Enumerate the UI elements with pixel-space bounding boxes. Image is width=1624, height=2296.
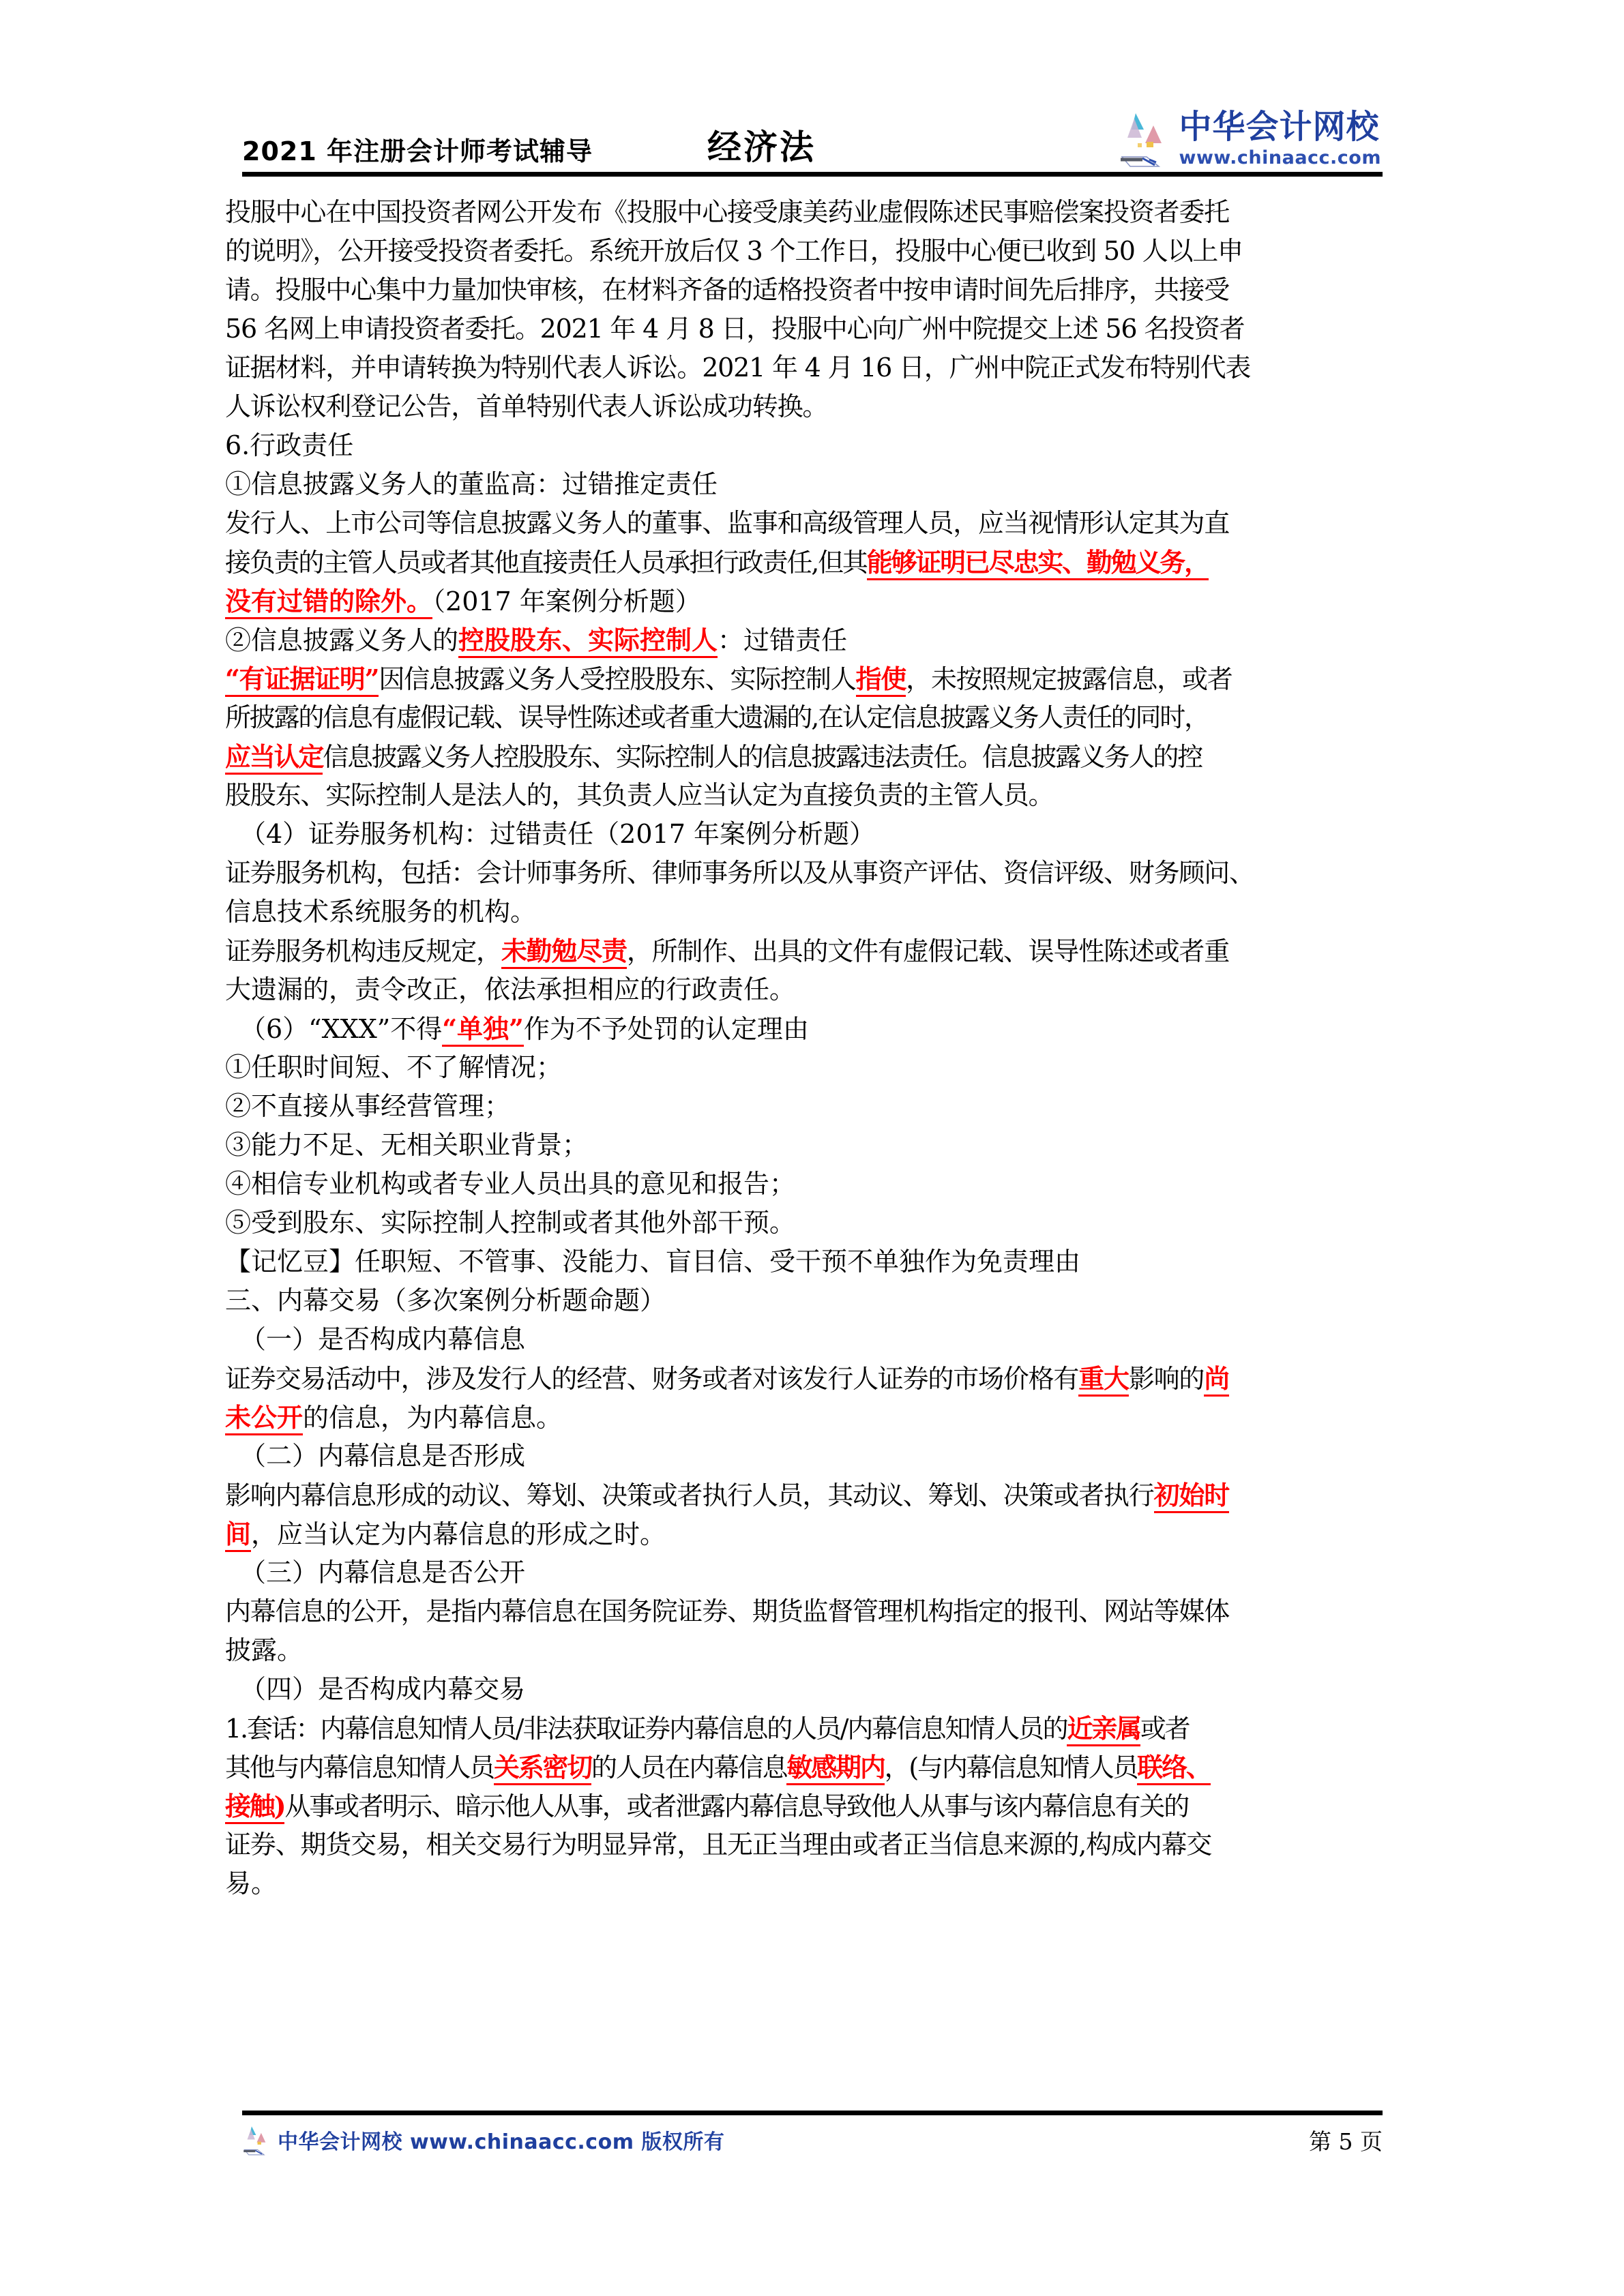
highlight-text: 间 <box>225 1519 251 1552</box>
body-line: 发行人、上市公司等信息披露义务人的董事、监事和高级管理人员，应当视情形认定其为直 <box>225 508 1230 538</box>
highlight-text: 尚 <box>1204 1363 1229 1397</box>
body-text: ，(与内幕信息知情人员 <box>884 1753 1138 1783</box>
header-subject-title: 经济法 <box>707 127 816 167</box>
body-line: 披露。 <box>225 1635 304 1665</box>
page-footer <box>242 2119 1383 2160</box>
page-number: 第 5 页 <box>1309 2128 1383 2155</box>
body-text: 的信息，为内幕信息。 <box>303 1403 563 1433</box>
body-text: 影响的 <box>1128 1364 1205 1394</box>
body-line <box>225 582 1398 621</box>
highlight-text: 没有过错的除外。 <box>225 586 432 619</box>
body-text: 从事或者明示、暗示他人从事，或者泄露内幕信息导致他人从事与该内幕信息有关的 <box>284 1791 1188 1821</box>
highlight-text: 接触) <box>225 1791 284 1824</box>
subsection-heading: （三）内幕信息是否公开 <box>240 1557 526 1587</box>
body-line <box>225 1476 1398 1515</box>
highlight-text: 控股股东、实际控制人 <box>458 625 718 658</box>
document-body <box>225 193 1398 1903</box>
highlight-text: “单独” <box>442 1013 524 1047</box>
body-line: 大遗漏的，责令改正，依法承担相应的行政责任。 <box>225 974 796 1004</box>
body-line: 证券、期货交易，相关交易行为明显异常，且无正当理由或者正当信息来源的,构成内幕交 <box>225 1830 1212 1860</box>
body-text: ②信息披露义务人的 <box>225 625 459 655</box>
body-text: 1.套话：内幕信息知情人员/非法获取证券内幕信息的人员/内幕信息知情人员的 <box>225 1714 1067 1744</box>
highlight-text: 未勤勉尽责 <box>501 936 627 969</box>
subsection-heading: （一）是否构成内幕信息 <box>240 1324 526 1354</box>
body-line: 易。 <box>225 1868 278 1898</box>
highlight-text: 联络、 <box>1137 1752 1210 1785</box>
body-line <box>225 1787 1398 1825</box>
body-line: 内幕信息的公开，是指内幕信息在国务院证券、期货监督管理机构指定的报刊、网站等媒体 <box>225 1596 1230 1626</box>
body-line: 的说明》，公开接受投资者委托。系统开放后仅 3 个工作日，投服中心便已收到 50 人以上申 <box>225 236 1243 266</box>
highlight-text: 应当认定 <box>225 741 323 775</box>
body-text: 因信息披露义务人受控股股东、实际控制人 <box>379 664 856 694</box>
subsection-heading: （四）是否构成内幕交易 <box>240 1674 526 1704</box>
chinaacc-pen-logo-icon <box>1119 109 1172 168</box>
brand-logo <box>1119 109 1381 170</box>
body-text: ，所制作、出具的文件有虚假记载、误导性陈述或者重 <box>626 936 1230 966</box>
list-item: ⑤受到股东、实际控制人控制或者其他外部干预。 <box>225 1208 796 1238</box>
body-line <box>225 1748 1398 1787</box>
highlight-text: 敏感期内 <box>786 1752 884 1785</box>
body-line: 证据材料，并申请转换为特别代表人诉讼。2021 年 4 月 16 日，广州中院正式发布特别代表 <box>225 353 1251 383</box>
footer-divider <box>242 2111 1383 2115</box>
body-text: 影响内幕信息形成的动议、筹划、决策或者执行人员，其动议、筹划、决策或者执行 <box>225 1480 1154 1510</box>
body-text: 证券服务机构违反规定， <box>225 936 501 966</box>
highlight-text: 重大 <box>1078 1363 1129 1397</box>
list-item: ④相信专业机构或者专业人员出具的意见和报告； <box>225 1169 796 1199</box>
brand-url: www.chinaacc.com <box>1179 147 1381 168</box>
body-text: ，应当认定为内幕信息的形成之时。 <box>251 1519 666 1549</box>
chinaacc-pen-logo-icon <box>242 2124 272 2156</box>
list-item: ①任职时间短、不了解情况； <box>225 1052 563 1082</box>
brand-name: 中华会计网校 <box>1179 107 1380 146</box>
header-divider <box>242 172 1383 177</box>
body-line: 投服中心在中国投资者网公开发布《投服中心接受康美药业虚假陈述民事赔偿案投资者委托 <box>225 197 1230 227</box>
body-text: ：过错责任 <box>718 625 848 655</box>
highlight-text: “有证据证明” <box>225 664 379 697</box>
body-line <box>225 737 1398 776</box>
list-item: ③能力不足、无相关职业背景； <box>225 1130 589 1160</box>
body-text: 信息披露义务人控股股东、实际控制人的信息披露违法责任。信息披露义务人的控 <box>323 742 1202 772</box>
body-line <box>225 1359 1398 1398</box>
footer-copyright: 中华会计网校 www.chinaacc.com 版权所有 <box>278 2130 725 2154</box>
body-text: ，未按照规定披露信息，或者 <box>906 664 1232 694</box>
body-text: （2017 年案例分析题） <box>432 586 701 616</box>
body-text: 或者 <box>1140 1714 1190 1744</box>
body-line <box>225 543 1398 582</box>
highlight-text: 初始时 <box>1154 1480 1229 1513</box>
body-line: 股股东、实际控制人是法人的，其负责人应当认定为直接负责的主管人员。 <box>225 780 1054 810</box>
body-line: 人诉讼权利登记公告，首单特别代表人诉讼成功转换。 <box>225 391 828 421</box>
body-line: 信息技术系统服务的机构。 <box>225 897 537 927</box>
body-line <box>225 931 1398 970</box>
section-heading-administrative-liability: 6.行政责任 <box>225 430 354 460</box>
memory-tip: 【记忆豆】任职短、不管事、没能力、盲目信、受干预不单独作为免责理由 <box>225 1247 1081 1277</box>
body-line: ①信息披露义务人的董监高：过错推定责任 <box>225 469 718 499</box>
section-heading-insider-trading: 三、内幕交易（多次案例分析题命题） <box>225 1285 666 1315</box>
header-course-title: 2021 年注册会计师考试辅导 <box>242 136 593 166</box>
body-text: 证券交易活动中，涉及发行人的经营、财务或者对该发行人证券的市场价格有 <box>225 1364 1079 1394</box>
body-text: 其他与内幕信息知情人员 <box>225 1753 494 1783</box>
body-text: 接负责的主管人员或者其他直接责任人员承担行政责任,但其 <box>225 548 867 578</box>
body-line: 所披露的信息有虚假记载、误导性陈述或者重大遗漏的,在认定信息披露义务人责任的同时， <box>225 702 1209 732</box>
list-item: ②不直接从事经营管理； <box>225 1091 511 1121</box>
body-line <box>225 1398 1398 1437</box>
highlight-text: 近亲属 <box>1067 1713 1140 1746</box>
body-line: 56 名网上申请投资者委托。2021 年 4 月 8 日，投服中心向广州中院提交上述 56 名投资者 <box>225 314 1245 344</box>
body-line <box>225 1515 1398 1553</box>
body-line: 请。投服中心集中力量加快审核，在材料齐备的适格投资者中按申请时间先后排序，共接受 <box>225 275 1230 305</box>
body-text: 的人员在内幕信息 <box>591 1753 787 1783</box>
body-line <box>225 621 1398 659</box>
highlight-text: 未公开 <box>225 1402 303 1435</box>
highlight-text: 能够证明已尽忠实、勤勉义务， <box>867 547 1209 580</box>
body-line <box>225 1709 1398 1748</box>
subsection-heading: （二）内幕信息是否形成 <box>240 1441 526 1471</box>
highlight-text: 指使 <box>856 664 906 697</box>
page-header <box>242 95 1381 170</box>
body-line <box>225 659 1398 698</box>
body-line <box>225 1009 1398 1048</box>
highlight-text: 关系密切 <box>494 1752 591 1785</box>
body-line: 证券服务机构，包括：会计师事务所、律师事务所以及从事资产评估、资信评级、财务顾问、 <box>225 858 1254 888</box>
body-text: （6）“XXX”不得 <box>240 1014 443 1044</box>
body-text: 作为不予处罚的认定理由 <box>523 1014 809 1044</box>
body-line: （4）证券服务机构：过错责任（2017 年案例分析题） <box>240 819 875 849</box>
